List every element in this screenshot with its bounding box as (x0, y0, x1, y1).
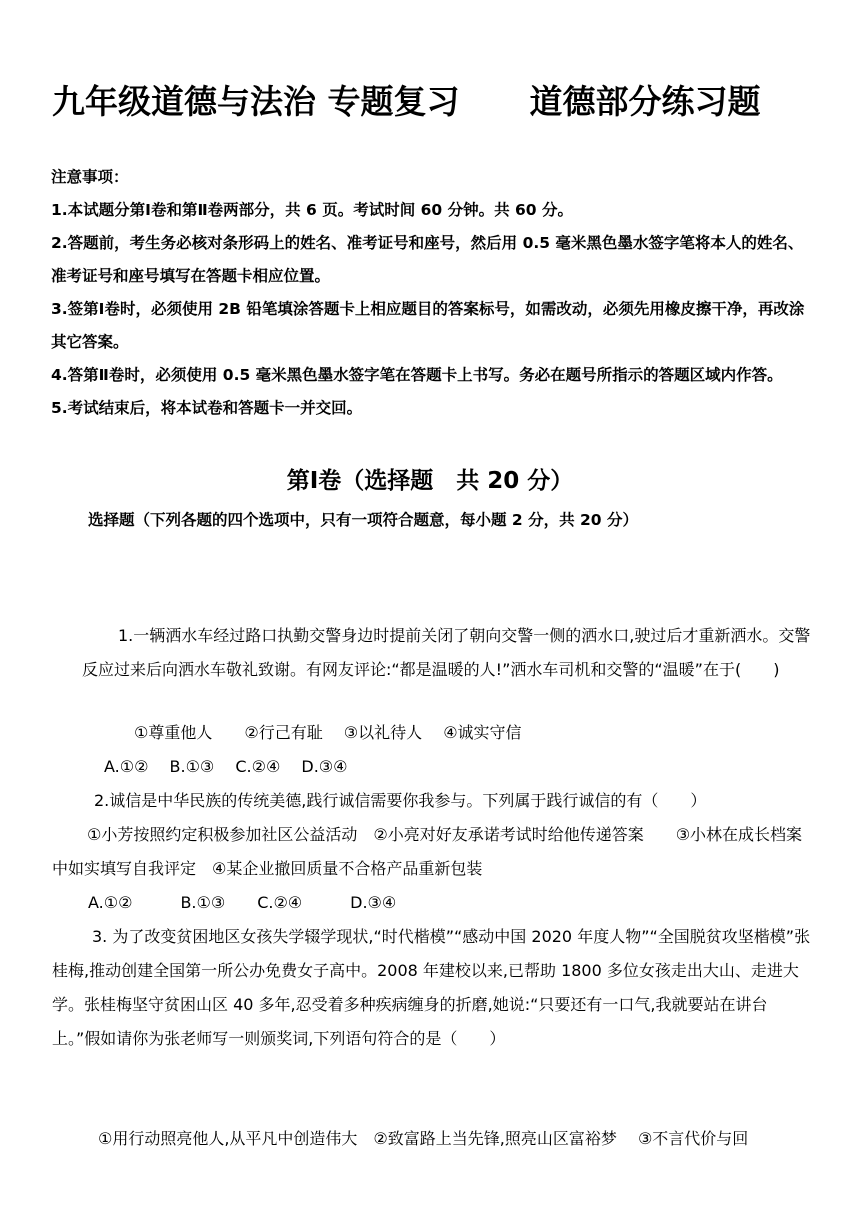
title-part1: 九年级道德与法治 专题复习 (52, 82, 460, 121)
notes-section (51, 160, 813, 425)
section-instruction: 选择题（下列各题的四个选项中，只有一项符合题意，每小题 2 分，共 20 分） (88, 511, 638, 529)
title-part2: 道德部分练习题 (529, 82, 761, 121)
note-item-5: 5.考试结束后，将本试卷和答题卡一并交回。 (51, 399, 363, 417)
question-2-statements: ①小芳按照约定积极参加社区公益活动 ②小亮对好友承诺考试时给他传递答案 ③小林在成长档案中如实填写自我评定 ④某企业撤回质量不合格产品重新包装 (52, 825, 803, 878)
question-2-stem: 2.诚信是中华民族的传统美德,践行诚信需要你我参与。下列属于践行诚信的有（ ） (94, 791, 707, 810)
note-item-1: 1.本试题分第Ⅰ卷和第Ⅱ卷两部分，共 6 页。考试时间 60 分钟。共 60 分。 (51, 201, 573, 219)
note-item-2: 2.答题前，考生务必核对条形码上的姓名、准考证号和座号，然后用 0.5 毫米黑色墨水签字笔将本人的姓名、准考证号和座号填写在答题卡相应位置。 (51, 234, 804, 285)
section-title: 第Ⅰ卷（选择题 共 20 分） (286, 468, 574, 494)
question-3-stem: 3. 为了改变贫困地区女孩失学辍学现状,“时代楷模”“感动中国 2020 年度人物”“全国脱贫攻坚楷模”张桂梅,推动创建全国第一所公办免费女子高中。2008 年建校以来,已帮助 1800 多位女孩走出大山、走进大学。张桂梅坚守贫困山区 40 多年,忍受着多种疾病缠身的折磨,她说:“只要还有一口气,我就要站在讲台上。”假如请你为张老师写一则颁奖词,下列语句符合的是（ ） (52, 927, 811, 1048)
note-item-4: 4.答第Ⅱ卷时，必须使用 0.5 毫米黑色墨水签字笔在答题卡上书写。务必在题号所指示的答题区域内作答。 (51, 366, 783, 384)
note-item-3: 3.签第Ⅰ卷时，必须使用 2B 铅笔填涂答题卡上相应题目的答案标号，如需改动，必须先用橡皮擦干净，再改涂其它答案。 (51, 300, 805, 351)
question-1-statements: ①尊重他人 ②行己有耻 ③以礼待人 ④诚实守信 (134, 723, 522, 742)
question-3-statements: ①用行动照亮他人,从平凡中创造伟大 ②致富路上当先锋,照亮山区富裕梦 ③不言代价与回 (98, 1129, 749, 1148)
question-1-options: A.①② B.①③ C.②④ D.③④ (104, 757, 348, 776)
question-1-stem: 1.一辆洒水车经过路口执勤交警身边时提前关闭了朝向交警一侧的洒水口,驶过后才重新洒水。交警反应过来后向洒水车敬礼致谢。有网友评论:“都是温暖的人!”洒水车司机和交警的“温暖”在于( ) (82, 626, 811, 679)
notes-heading: 注意事项： (51, 168, 129, 186)
page-title (52, 76, 761, 123)
question-2-options: A.①② B.①③ C.②④ D.③④ (88, 893, 397, 912)
